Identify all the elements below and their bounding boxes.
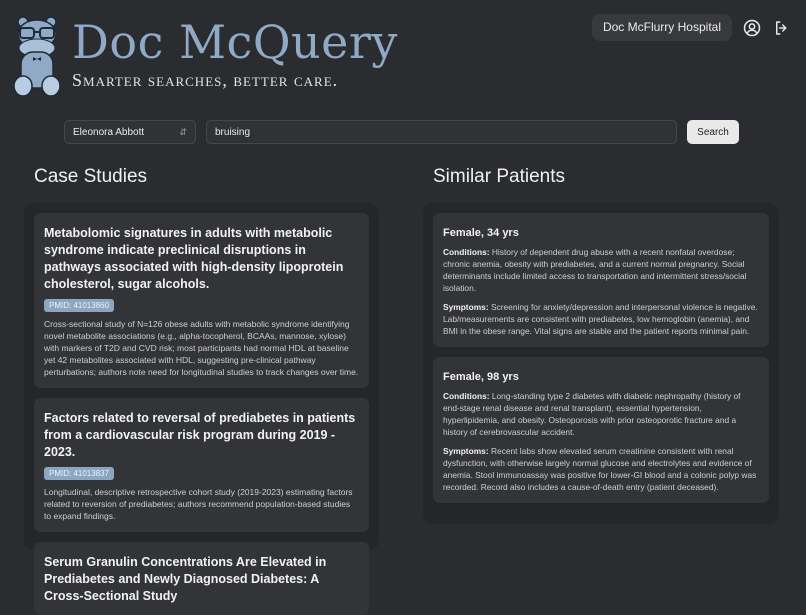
pmid-badge: PMID: 41013837 [44,467,114,480]
case-studies-panel[interactable] [24,203,379,603]
patient-select-value: Eleonora Abbott [73,126,145,138]
hippo-mascot-icon [12,14,62,98]
app-tagline: Smarter searches, better care. [72,70,339,90]
patient-card[interactable] [433,357,769,503]
symptoms-text: Screening for anxiety/depression and interpersonal violence is negative. Lab/measurements are consistent with prediabetes, low hemoglobin (anemia), and BMI in the obese range. Vital signs are stable and the patient reports minimal pain. [443,302,758,336]
patient-symptoms [443,301,759,337]
pmid-badge: PMID: 41013860 [44,299,114,312]
patient-heading: Female, 98 yrs [443,371,519,383]
patient-symptoms [443,445,759,493]
symptoms-label: Symptoms: [443,446,489,456]
case-study-card[interactable] [34,213,369,388]
app-title: Doc McQuery [72,15,398,69]
search-input[interactable] [206,120,677,144]
conditions-label: Conditions: [443,247,490,257]
conditions-text: Long-standing type 2 diabetes with diabetic nephropathy (history of end-stage renal disease and renal transplant), essential hypertension, hyperlipidemia, and obesity. Osteoporosis with prior osteoporotic fracture and a history of cerebrovascular accident. [443,391,741,437]
case-study-card[interactable] [34,398,369,532]
app-logo [12,14,398,98]
case-study-card[interactable] [34,542,369,615]
user-circle-icon[interactable] [742,18,762,38]
case-study-title: Metabolomic signatures in adults with metabolic syndrome indicate preclinical disruptions in pathways associated with high-density lipoprotein cholesterol, sugar alcohols. [44,226,344,291]
symptoms-text: Recent labs show elevated serum creatinine consistent with renal dysfunction, with otherwise largely normal glucose and electrolytes and evidence of anemia. Stool immunoassay was positive for lower-GI blood and a colonic polyp was recorded. Record also includes a cause-of-death entry (patient deceased). [443,446,757,492]
patient-select[interactable] [64,120,196,144]
header-actions [592,14,792,41]
patient-conditions [443,246,759,294]
search-button[interactable]: Search [687,120,739,144]
symptoms-label: Symptoms: [443,302,489,312]
case-study-title: Serum Granulin Concentrations Are Elevated in Prediabetes and Newly Diagnosed Diabetes: A Cross-Sectional Study [44,555,327,603]
case-studies-title: Case Studies [34,166,148,187]
conditions-label: Conditions: [443,391,490,401]
similar-patients-title: Similar Patients [433,166,565,187]
case-study-summary: Longitudinal, descriptive retrospective cohort study (2019-2023) estimating factors related to reversion of prediabetes; authors recommend population-based studies to expand findings. [44,487,353,521]
case-study-title: Factors related to reversal of prediabetes in patients from a cardiovascular risk program during 2019 - 2023. [44,411,356,459]
patient-heading: Female, 34 yrs [443,227,519,239]
search-bar [64,120,739,144]
logout-icon[interactable] [772,18,792,38]
patient-card[interactable] [433,213,769,347]
hospital-badge[interactable]: Doc McFlurry Hospital [592,14,732,41]
patient-conditions [443,390,759,438]
conditions-text: History of dependent drug abuse with a recent nonfatal overdose; chronic anemia, obesity with prediabetes, and a current normal pregnancy. Social determinants include limited access to transportation and intermittent stress/social isolation. [443,247,747,293]
updown-chevron-icon: ⇵ [179,126,187,137]
case-study-summary: Cross-sectional study of N=126 obese adults with metabolic syndrome identifying novel metabolite associations (e.g., alpha-tocopherol, BCAAs, mannose, xylose) with markers of T2D and CVD risk; most participants had normal HDL at baseline yet 42 metabolites associated with HDL, suggesting pre-clinical pathway perturbations; authors note need for longitudinal studies to track changes over time. [44,319,359,377]
similar-patients-panel[interactable] [423,203,779,524]
